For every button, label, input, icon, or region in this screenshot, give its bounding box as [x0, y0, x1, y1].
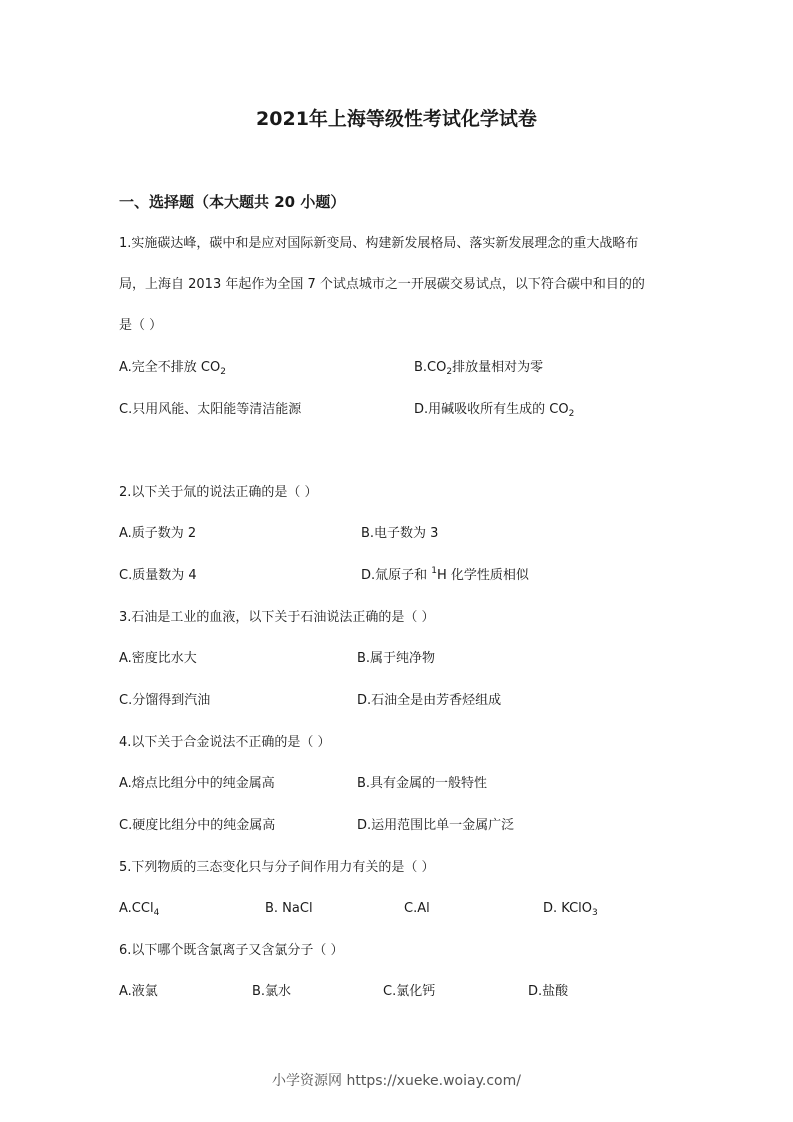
- q5-option-d-text: D. KClO: [543, 901, 593, 916]
- q1-option-b: [414, 359, 543, 377]
- q6-option-d: D.盐酸: [528, 984, 569, 999]
- q2-option-b: B.电子数为 3: [361, 526, 439, 541]
- q3-stem: 3.石油是工业的血液，以下关于石油说法正确的是（ ）: [119, 610, 435, 625]
- q5-option-a: [119, 900, 159, 918]
- q1-option-b-sub: 2: [446, 367, 453, 377]
- q1-stem-line2: 局，上海自 2013 年起作为全国 7 个试点城市之一开展碳交易试点，以下符合碳中和目的的: [119, 277, 645, 292]
- q1-option-b-text: B.CO: [414, 360, 447, 375]
- q1-option-c: C.只用风能、太阳能等清洁能源: [119, 402, 302, 417]
- q6-option-c: C.氯化钙: [383, 984, 436, 999]
- q4-stem: 4.以下关于合金说法不正确的是（ ）: [119, 735, 331, 750]
- q1-stem-line1: 1.实施碳达峰，碳中和是应对国际新变局、构建新发展格局、落实新发展理念的重大战略布: [119, 236, 639, 251]
- q1-option-d-sub: 2: [568, 409, 575, 419]
- q6-stem: 6.以下哪个既含氯离子又含氯分子（ ）: [119, 943, 344, 958]
- q4-option-c: C.硬度比组分中的纯金属高: [119, 818, 276, 833]
- q2-option-d: [361, 567, 529, 585]
- q2-option-d-sup: 1: [431, 566, 438, 576]
- q1-option-a-text: A.完全不排放 CO: [119, 360, 221, 375]
- q2-stem: 2.以下关于氚的说法正确的是（ ）: [119, 485, 318, 500]
- q5-option-a-text: A.CCl: [119, 901, 154, 916]
- q3-option-c: C.分馏得到汽油: [119, 693, 211, 708]
- q4-option-d: D.运用范围比单一金属广泛: [357, 818, 515, 833]
- q5-option-c: C.Al: [404, 901, 430, 916]
- q5-option-d-sub: 3: [592, 908, 598, 918]
- q3-option-d: D.石油全是由芳香烃组成: [357, 693, 502, 708]
- q2-option-d-text: D.氚原子和: [361, 568, 432, 583]
- page-title: 2021年上海等级性考试化学试卷: [256, 108, 537, 130]
- q1-option-d: [414, 401, 574, 419]
- q5-option-d: [543, 900, 598, 918]
- q5-option-b: B. NaCl: [265, 901, 313, 916]
- q3-option-b: B.属于纯净物: [357, 651, 436, 666]
- footer-watermark: 小学资源网 https://xueke.woiay.com/: [272, 1073, 521, 1089]
- q6-option-b: B.氯水: [252, 984, 292, 999]
- q1-option-b-post: 排放量相对为零: [452, 360, 544, 375]
- q6-option-a: A.液氯: [119, 984, 158, 999]
- q5-stem: 5.下列物质的三态变化只与分子间作用力有关的是（ ）: [119, 860, 435, 875]
- q4-option-b: B.具有金属的一般特性: [357, 776, 488, 791]
- q2-option-c: C.质量数为 4: [119, 568, 197, 583]
- q3-option-a: A.密度比水大: [119, 651, 197, 666]
- q2-option-d-post: H 化学性质相似: [437, 568, 529, 583]
- q1-option-a: [119, 359, 226, 377]
- q1-option-d-text: D.用碱吸收所有生成的 CO: [414, 402, 569, 417]
- q4-option-a: A.熔点比组分中的纯金属高: [119, 776, 275, 791]
- section-heading: 一、选择题（本大题共 20 小题）: [119, 193, 346, 211]
- q1-stem-line3: 是（ ）: [119, 318, 163, 333]
- q1-option-a-sub: 2: [220, 367, 226, 377]
- q2-option-a: A.质子数为 2: [119, 526, 197, 541]
- q5-option-a-sub: 4: [153, 908, 160, 918]
